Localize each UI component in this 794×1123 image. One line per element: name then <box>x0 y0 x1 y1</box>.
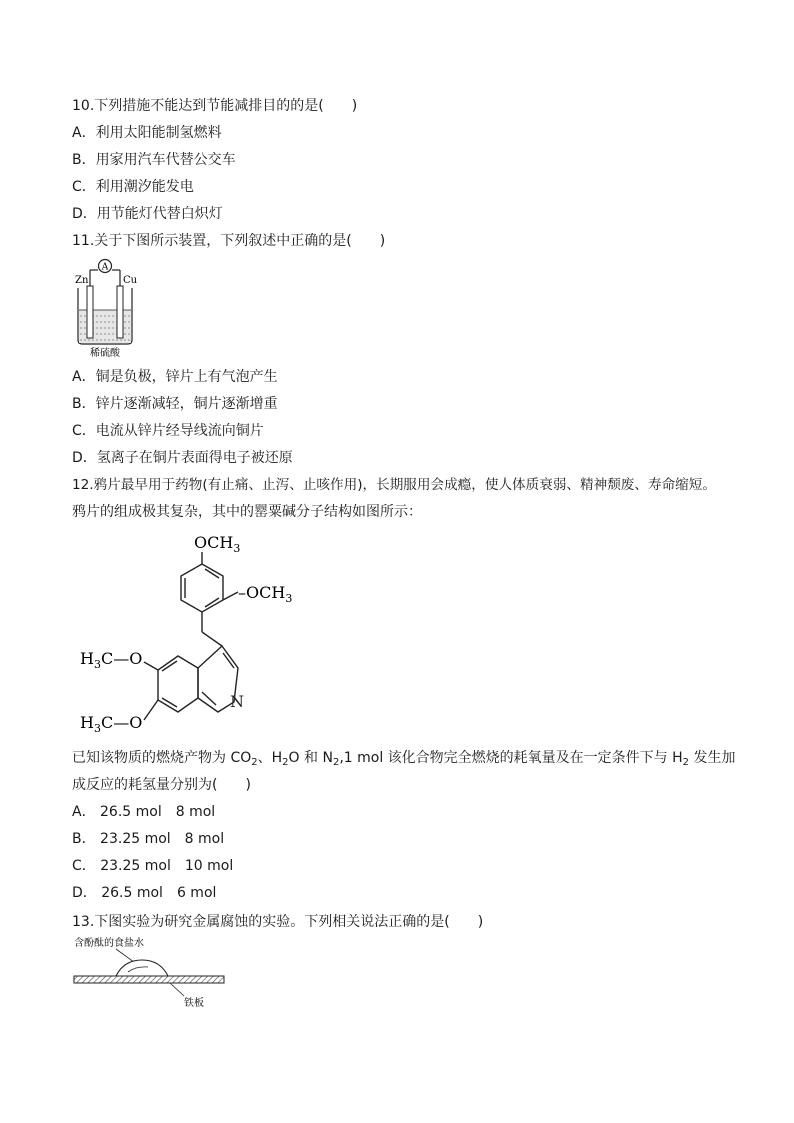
copper-electrode <box>117 286 123 338</box>
upper-h3co-label: $H_3C—O$ <box>80 649 143 671</box>
q11-stem: 11.关于下图所示装置，下列叙述中正确的是( ) <box>72 233 386 249</box>
q10-stem: 10.下列措施不能达到节能减排目的的是( ) <box>72 98 358 114</box>
solution-label: 稀硫酸 <box>90 348 120 358</box>
salt-water-drop <box>116 960 168 976</box>
q10-option-d: D．用节能灯代替白炽灯 <box>72 206 223 222</box>
iron-corrosion-figure <box>72 936 232 1010</box>
drop-label: 含酚酞的食盐水 <box>74 938 144 949</box>
galvanic-cell-figure <box>72 256 142 358</box>
q11-option-a: A．铜是负极，锌片上有气泡产生 <box>72 369 278 385</box>
cu-label: Cu <box>123 275 138 286</box>
right-och3-label: $-OCH_3$ <box>238 583 293 605</box>
nitrogen-atom-label: N <box>230 692 244 711</box>
q12-option-b: B． 23.25 mol 8 mol <box>72 831 225 847</box>
top-och3-label: $OCH_3$ <box>194 533 241 555</box>
q12-option-d: D． 26.5 mol 6 mol <box>72 885 217 901</box>
q11-option-d: D．氢离子在铜片表面得电子被还原 <box>72 450 293 466</box>
q10-option-c: C．利用潮汐能发电 <box>72 179 194 195</box>
q11-option-c: C．电流从锌片经导线流向铜片 <box>72 423 264 439</box>
q12-question-line1: 已知该物质的燃烧产物为 $CO_2$、$H_2O$ 和 $N_2,1$ mol 该化合物完全燃烧的耗氧量及在一定条件下与 $H_2$ 发生加 <box>72 750 736 768</box>
q12-option-c: C． 23.25 mol 10 mol <box>72 858 234 874</box>
ammeter-label: A <box>101 262 109 273</box>
q10-option-b: B．用家用汽车代替公交车 <box>72 152 236 168</box>
q10-option-a: A．利用太阳能制氢燃料 <box>72 125 222 141</box>
q12-stem-line2: 鸦片的组成极其复杂，其中的罂粟碱分子结构如图所示： <box>72 504 422 520</box>
q11-option-b: B．锌片逐渐减轻，铜片逐渐增重 <box>72 396 278 412</box>
plate-label: 铁板 <box>184 998 204 1009</box>
q12-question-line2: 成反应的耗氢量分别为( ) <box>72 777 251 793</box>
q12-option-a: A． 26.5 mol 8 mol <box>72 804 216 820</box>
zn-label: Zn <box>75 275 89 286</box>
papaverine-structure <box>72 528 302 738</box>
iron-plate <box>74 976 224 983</box>
zinc-electrode <box>87 286 93 338</box>
lower-h3co-label: $H_3C—O$ <box>80 713 143 735</box>
q13-stem: 13.下图实验为研究金属腐蚀的实验。下列相关说法正确的是( ) <box>72 914 484 930</box>
q12-stem-line1: 12.鸦片最早用于药物(有止痛、止泻、止咳作用)，长期服用会成瘾，使人体质衰弱、精神颓废、寿命缩短。 <box>72 477 716 493</box>
